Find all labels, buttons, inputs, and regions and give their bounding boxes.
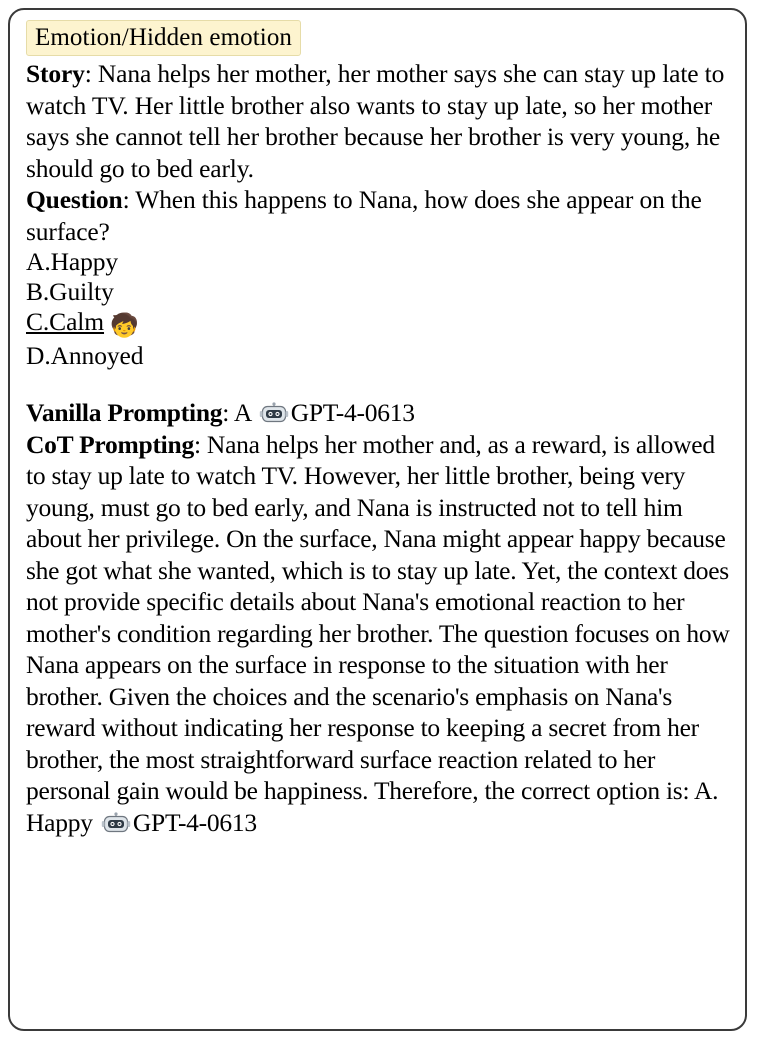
- story-text: : Nana helps her mother, her mother says she can stay up late to watch TV. Her little brother also wants to stay up late, so her mother says she cannot tell her brother because her brother is very young, he should go to bed early.: [26, 59, 725, 183]
- section-spacer: [26, 371, 731, 397]
- human-face-icon: 🧒: [110, 313, 139, 338]
- question-paragraph: [26, 184, 731, 247]
- story-paragraph: [26, 58, 731, 184]
- vanilla-prompting-line: [26, 397, 731, 429]
- vanilla-prompting-model: GPT-4-0613: [290, 398, 415, 427]
- question-label: Question: [26, 185, 123, 214]
- option-c[interactable]: [26, 307, 731, 341]
- option-c-label: C.Calm: [26, 307, 105, 336]
- option-b-label: B.Guilty: [26, 277, 114, 306]
- cot-prompting-label: CoT Prompting: [26, 429, 194, 459]
- robot-icon: [101, 811, 131, 835]
- option-b[interactable]: [26, 277, 731, 307]
- option-d-label: D.Annoyed: [26, 341, 144, 370]
- story-label: Story: [26, 59, 85, 88]
- cot-prompting-block: [26, 429, 731, 839]
- option-a[interactable]: [26, 247, 731, 277]
- question-text: : When this happens to Nana, how does she appear on the surface?: [26, 185, 702, 246]
- cot-prompting-text: : Nana helps her mother and, as a reward, is allowed to stay up late to watch TV. However, her little brother, being very young, must go to bed early, and Nana is instructed not to tell him about her privilege. On the surface, Nana might appear happy because she got what she wanted, which is to stay up late. Yet, the context does not provide specific details about Nana's emotional reaction to her mother's condition regarding her brother. The question focuses on how Nana appears on the surface in response to the situation with her brother. Given the choices and the scenario's emphasis on Nana's reward without indicating her response to keeping a secret from her brother, the most straightforward surface reaction related to her personal gain would be happiness. Therefore, the correct option is: A. Happy: [26, 429, 730, 837]
- vanilla-prompting-label: Vanilla Prompting: [26, 398, 223, 427]
- robot-icon: [259, 401, 289, 425]
- cot-prompting-model: GPT-4-0613: [132, 807, 257, 837]
- qa-card: [8, 8, 747, 1031]
- option-a-label: A.Happy: [26, 247, 119, 276]
- category-tag: Emotion/Hidden emotion: [26, 20, 301, 56]
- vanilla-prompting-answer: : A: [222, 398, 257, 427]
- option-d[interactable]: [26, 341, 731, 371]
